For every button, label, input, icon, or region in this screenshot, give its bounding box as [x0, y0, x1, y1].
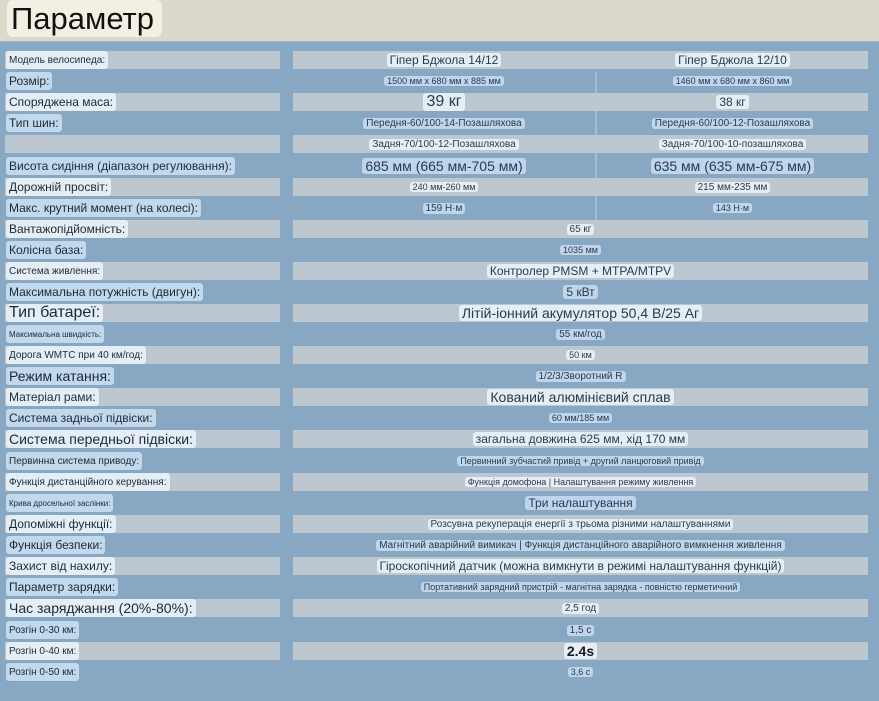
table-row	[0, 261, 879, 282]
row-value: Задня-70/100-12-Позашляхова	[369, 139, 518, 150]
row-label: Макс. крутний момент (на колесі):	[6, 199, 201, 217]
row-value: 1500 мм x 680 мм x 885 мм	[384, 76, 504, 86]
row-value: Функція домофона | Налаштування режиму живлення	[465, 477, 697, 487]
row-value: 2,5 год	[562, 603, 599, 614]
row-value: Літій-іонний акумулятор 50,4 В/25 Аг	[459, 305, 702, 321]
row-value: Гіпер Бджола 12/10	[675, 53, 790, 67]
row-value: Портативний зарядний пристрій - магнітна зарядка - повністю герметичний	[421, 582, 741, 592]
row-value: Контролер PMSM + MTPA/MTPV	[487, 264, 674, 278]
table-row	[0, 577, 879, 598]
row-value: 39 кг	[423, 93, 464, 111]
spec-table	[0, 41, 879, 701]
row-label: Первинна система приводу:	[6, 452, 142, 470]
row-label: Максимальна потужність (двигун):	[6, 283, 203, 301]
table-row	[0, 662, 879, 683]
row-value: 38 кг	[716, 95, 748, 109]
table-row	[0, 493, 879, 514]
table-row	[0, 240, 879, 261]
row-value: 159 Н·м	[423, 203, 466, 214]
row-label: Функція безпеки:	[6, 536, 105, 554]
row-value: Магнітний аварійний вимикач | Функція дистанційного аварійного вимкнення живлення	[376, 540, 785, 551]
row-value: 1,5 с	[567, 625, 595, 636]
row-label: Розгін 0-30 км:	[6, 621, 79, 639]
page-title: Параметр	[11, 1, 154, 36]
row-label: Тип батареї:	[6, 304, 103, 322]
row-value: Гіпер Бджола 14/12	[387, 53, 502, 67]
row-value: 60 мм/185 мм	[549, 413, 612, 423]
row-label: Система живлення:	[6, 262, 103, 280]
row-label: Дорожній просвіт:	[6, 178, 111, 196]
row-label: Вантажопідйомність:	[6, 220, 128, 238]
row-value: Передня-60/100-12-Позашляхова	[652, 118, 813, 129]
row-value: загальна довжина 625 мм, хід 170 мм	[473, 432, 689, 446]
table-row	[0, 451, 879, 472]
row-label: Система передньої підвіски:	[6, 430, 196, 448]
table-row	[0, 156, 879, 177]
table-row	[0, 598, 879, 619]
row-value: 3,6 с	[568, 667, 594, 677]
row-value: 65 кг	[567, 224, 595, 235]
row-label: Крива дросельної заслінки:	[6, 494, 113, 512]
row-label: Дорога WMTC при 40 км/год:	[6, 346, 146, 364]
row-value: Передня-60/100-14-Позашляхова	[363, 118, 524, 129]
row-label: Захист від нахилу:	[6, 557, 115, 575]
table-row	[0, 134, 879, 155]
row-value: Первинний зубчастий привід + другий ланцюговий привід	[457, 456, 703, 466]
row-value: Гіроскопічний датчик (можна вимкнути в режимі налаштування функцій)	[377, 559, 785, 573]
row-value: Кований алюмінієвий сплав	[487, 389, 673, 405]
row-label: Система задньої підвіски:	[6, 409, 156, 427]
row-label: Тип шин:	[6, 114, 62, 132]
row-label: Розгін 0-40 км:	[6, 642, 79, 660]
table-row	[0, 556, 879, 577]
row-value: 215 мм-235 мм	[695, 182, 771, 193]
table-row	[0, 641, 879, 662]
table-row	[0, 282, 879, 303]
table-row	[0, 324, 879, 345]
table-row	[0, 429, 879, 450]
row-value: Розсувна рекуперація енергії з трьома різними налаштуваннями	[428, 519, 734, 530]
row-value: 143 Н·м	[713, 203, 752, 213]
row-value: 55 км/год	[556, 329, 605, 340]
row-value: 5 кВт	[563, 285, 597, 299]
table-row	[0, 219, 879, 240]
page-title-box	[7, 0, 162, 37]
row-label: Параметр зарядки:	[6, 578, 118, 596]
row-value: 240 мм-260 мм	[410, 182, 479, 192]
row-label: Час заряджання (20%-80%):	[6, 599, 196, 617]
row-value: 1/2/3/Зворотний R	[536, 371, 626, 382]
row-label: Максимальна швидкість:	[6, 325, 104, 343]
table-row	[0, 366, 879, 387]
table-row	[0, 71, 879, 92]
row-label: Матеріал рами:	[6, 388, 99, 406]
table-row	[0, 92, 879, 113]
row-label: Модель велосипеда:	[6, 51, 108, 69]
table-row	[0, 514, 879, 535]
row-label: Розгін 0-50 км:	[6, 663, 79, 681]
row-value: 635 мм (635 мм-675 мм)	[651, 158, 814, 174]
table-row	[0, 620, 879, 641]
row-value: 685 мм (665 мм-705 мм)	[362, 158, 525, 174]
row-label: Функція дистанційного керування:	[6, 473, 170, 491]
table-row	[0, 303, 879, 324]
row-value: Задня-70/100-10-позашляхова	[659, 139, 807, 150]
row-label: Розмір:	[6, 72, 52, 90]
row-label: Допоміжні функції:	[6, 515, 116, 533]
row-label: Висота сидіння (діапазон регулювання):	[6, 157, 235, 175]
table-row	[0, 345, 879, 366]
row-value: 1035 мм	[560, 245, 601, 255]
table-row	[0, 50, 879, 71]
table-row	[0, 472, 879, 493]
table-row	[0, 113, 879, 134]
row-value: 1460 мм x 680 мм x 860 мм	[673, 76, 793, 86]
row-value: 50 км	[566, 350, 595, 360]
table-row	[0, 198, 879, 219]
table-row	[0, 177, 879, 198]
row-value: Три налаштування	[525, 496, 635, 510]
row-label: Колісна база:	[6, 241, 86, 259]
table-row	[0, 408, 879, 429]
row-value: 2.4s	[564, 643, 597, 659]
row-label: Режим катання:	[6, 367, 114, 385]
row-label: Споряджена маса:	[6, 93, 116, 111]
table-row	[0, 387, 879, 408]
table-row	[0, 535, 879, 556]
